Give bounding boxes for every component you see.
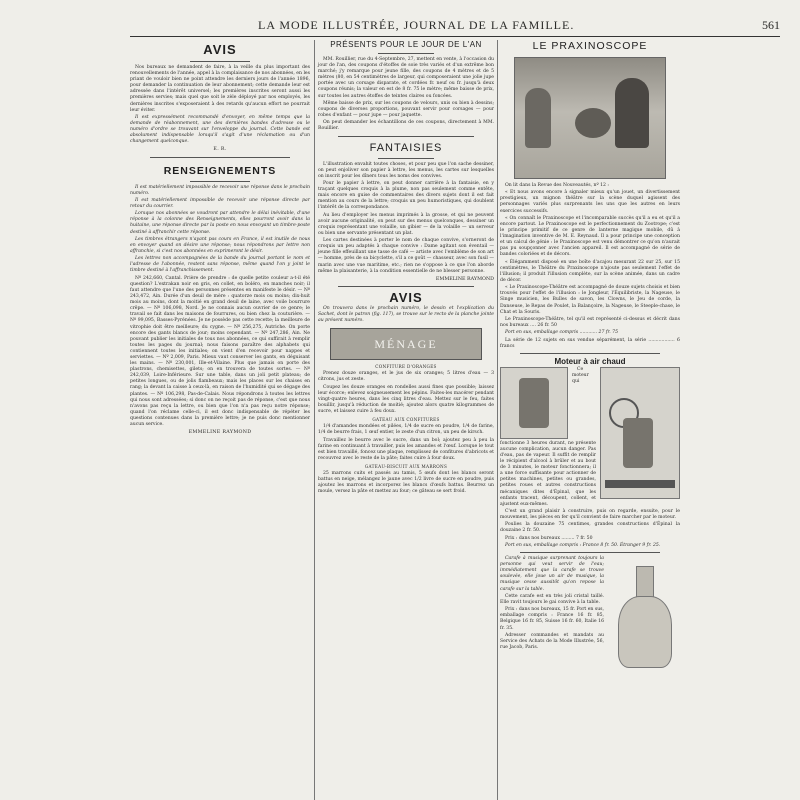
praxinoscope-price: Port en sus, emballage compris ............ 27 fr. 75 (505, 330, 619, 336)
section-rule (520, 552, 660, 553)
moteur-price: Port en sus, emballage compris : France 8 fr. 50. Étranger 9 fr. 25. (505, 543, 661, 548)
presents-paragraph: Même baisse de prix, sur les coupons de velours, unis ou bien à dessins; coupons de diverses proportions, pouvant servir pour corsages — pour robes d'enfant — pour jupe — pour jaquette. (318, 100, 494, 119)
boiler-icon (623, 418, 653, 468)
presents-heading: PRÉSENTS POUR LE JOUR DE L'AN (330, 40, 482, 49)
carafe-paragraph: Cette carafe est en très joli cristal taillé. Elle ravit toujours le gai convive à la table. (500, 593, 604, 605)
praxinoscope-paragraph: « On connaît le Praxinoscope et l'incomparable succès qu'il a eu et qu'il a encore partout. Le Praxinoscope est le perfectionnement du Zootrope; c'est le principe primitif de ce genre de lanterne magique mobile, dû à l'imagination inventive de M. E. Reynaud. Il a pour principe une conception et un calcul de génie : le Praxinoscope est venu démontrer ce qu'on n'aurait pas pu soupçonner avec l'ancien appareil. Il est accompagné de série de bandes coloriées et de décors. (500, 215, 680, 258)
praxinoscope-paragraph: « Le Praxinoscope-Théâtre est accompagné de douze sujets choisis et bien trouvés pour l'effet de l'illusion : le Jongleur, l'Équilibriste, la Nageuse, le Singe musicien, les Bulles de savon, les Clowns, le Jeu de corde, la Danseuse, le Repas de Poulet, la Balançoire, la Nageuse, le Steeple-chase, le Chat et la Souris. (500, 285, 680, 315)
cylinder-icon (519, 378, 549, 428)
praxinoscope-heading: LE PRAXINOSCOPE (532, 40, 648, 52)
carafe-illustration (608, 556, 680, 676)
column-left (130, 40, 310, 436)
praxinoscope-paragraph: « Et nous avons encore à signaler mieux qu'un jouet, un divertissement prestigieux, un mignon théâtre sur la scène duquel agissent des personnages variés plus surprenants les uns que les autres en leurs exercices successifs. (500, 190, 680, 214)
heading-rule (190, 61, 250, 62)
fantaisies-paragraph: L'illustration envahit toutes choses, et pour peu que l'on sache dessiner, on peut enjoliver son papier à lettre, les menus, les cartes sur lesquelles on inscrit pour les dîners tous les noms des convives. (318, 161, 494, 179)
section-rule (520, 353, 660, 354)
avis-signature: E. R. (213, 147, 227, 153)
page-number: 561 (762, 18, 780, 32)
carafe-paragraph: Carafe à musique surprenant toujours la personne qui veut servir de l'eau; immédiatement que la carafe se trouve soulevée, elle joue un air de musique, la musique cesse aussitôt qu'on repose la carafe sur la table. (500, 556, 604, 592)
heading-rule (190, 181, 250, 182)
column-middle (318, 40, 494, 497)
gateau-paragraph: Travaillez le beurre avec le sucre, dans un bol; ajoutez peu à peu la farine en continuant à travailler, puis les amandes et l'œuf. Lorsque le tout est bien travaillé, foncez une plaque, remplissez de confitures d'abricots et recouvrez avec le reste de la pâte; faites cuire à four doux. (318, 437, 494, 461)
column-divider-2 (497, 40, 498, 800)
confiture-heading: CONFITURE D'ORANGES (375, 364, 437, 370)
carafe-paragraph: Prix : dans nos bureaux, 15 fr. Port en sus, emballage compris : France 16 fr. 85, Belgique 16 fr. 85, Suisse 16 fr. 60, Italie 16 fr. 35. (500, 607, 604, 631)
avis2-heading: AVIS (389, 289, 423, 305)
biscuit-paragraph: 25 marrons cuits et passés au tamis, 5 œufs dont les blancs seront battus en neige, mélangez le jaune avec 1/2 livre de sucre en poudre, puis ajoutez les marrons et incorporez les blancs d'œufs battus. Beurrez un moule, versez la pâte et mettez au four; ce gâteau se sert froid. (318, 471, 494, 495)
motor-base (605, 480, 675, 488)
section-rule (150, 157, 290, 158)
renseignements-notice: Il est matériellement impossible de recevoir une réponse dans le prochain numéro. (130, 184, 310, 196)
girl-figure (525, 88, 551, 148)
journal-title: LA MODE ILLUSTRÉE, JOURNAL DE LA FAMILLE. (258, 18, 575, 32)
praxinoscope-price: La série de 12 sujets en sus vendue séparément, la série .................. 6 francs (500, 337, 680, 349)
renseignements-notice: Les timbres étrangers n'ayant pas cours en France, il est inutile de nous en envoyer quand on désire une réponse; nous répondrons par lettre non affranchie, si c'est nos abonnées en exprimeront le désir. (130, 236, 310, 254)
column-signature: EMMELINE RAYMOND (188, 430, 252, 436)
carafe-paragraph: Adresser commandes et mandats au Service des Achats de la Mode Illustrée, 56, rue Jacob, Paris. (500, 632, 604, 650)
avis-paragraph: Il est expressément recommandé d'envoyer, en même temps que la demande de réabonnement, une des dernières bandes d'adresse ou le numéro d'ordre se trouvant sur l'enveloppe du journal. Cette bande est absolument indispensable lorsqu'il s'agit d'une réclamation ou d'un changement quelconque. (130, 114, 310, 145)
renseignements-body: Nº 242,660, Cantal. Prière de prendre : de quelle petite couleur a-t-il été question? L'extrakan noir en gris, en collet, en boléro, en manches noir; il faut attendre que l'une des personnes présentes en manifeste le désir. — Nº 243,472, Ain. Durée d'un deuil de mère : quatorze mois ou moins; dix-huit mois au moins, dont la moitié en grand deuil de laine, avec voile bourrure crêpe. — Nº 106,098, Nord. Je ne connais aucun ouvrier de ce genre; le travail se fait dans les maisons de fourrures, ou bien chez la couturière. — Nº 99,095, Basses-Pyrénées. Je ne possède pas cette recette; la meilleure de vitrophie doit être meilleure; du cygne. — Nº 256,275, Autriche. On porte encore des gants blancs de jour; moins cependant. — Nº 247,286, Ain. Ne pouvant publier les initiales de tous nos abonnées, ce qui suffirait à remplir toutes les pages du journal; nous faisons paraître des alphabets qui contiennent toutes les initiales; on vient d'en recevoir pour nappes et serviettes. — Nº 2,009, Paris. Mieux vaut conserver les gants, en déguisant les mains. — Nº 230,001, Ille-et-Vilaine. Plus que jamais on porte des plastrons, chemisettes, gilets; on en trouvera de toutes sortes. — Nº 242,039, Loire-Inférieure. Sur une table, dans un joli petit plateau; de petites longues, ou de jolis flambeaux; mais les places sur les chaises en rang; la devant la caisse à ceux-là, en raison de l'humidité qui se dégage des plantes. — Nº 106,298, Pas-de-Calais. Nous répondrons à toutes les lettres qui nous sont adressées; si donc on ne reçoit pas de réponse, c'est que nous n'avons pas reçu la lettre, ou bien que l'on n'a pas reçu notre réponse; quand l'on réclame celle-ci, il est donc indispensable de répéter les questions contenues dans la première lettre; je ne puis donc mentionner aucun service. (130, 275, 310, 427)
moteur-paragraph: C'est un grand plaisir à construire, puis on regarde, ensuite, pour le mouvement, les pièces en fer qu'il convient de faire marcher par le moteur. (500, 508, 680, 521)
fantaisies-paragraph: Les cartes destinées à porter le nom de chaque convive, s'orneront de croquis un peu adaptés à chaque convive : Dame agitant son éventail — jeune fille effeuillant une tasse de café — artiste avec l'emblème de son art — homme, près de sa bicyclette, s'il a ce goût — chasseur, avec son fusil — marin avec une vue maritime, etc.; rien ne s'oppose à ce que l'on aborde même la plaisanterie, à la condition essentielle de ne blesser personne. (318, 238, 494, 274)
small-motor-illustration (500, 367, 568, 439)
renseignements-notice: Il est matériellement impossible de recevoir une réponse directe par retour du courrier. (130, 197, 310, 209)
fantaisies-paragraph: Au lieu d'employer les menus imprimés à la grosse, et qui ne peuvent avoir aucune originalité, on peut sur des menus quelconques, dessiner un croquis représentant une volaille, un gibier — de la volaille — un serveur ou bien une servante présentant un plat. (318, 212, 494, 236)
moteur-heading: Moteur à air chaud (554, 356, 626, 366)
renseignements-heading: RENSEIGNEMENTS (163, 164, 277, 177)
biscuit-heading: GATEAU-BISCUIT AUX MARRONS (364, 463, 448, 469)
fantaisies-heading: FANTAISIES (369, 141, 443, 154)
moteur-paragraph: Poulies la douzaine 75 centimes, grandes constructions d'Épinal la douzaine 2 fr. 50. (500, 522, 680, 534)
presents-paragraph: MM. Rouillier, rue du 4-Septembre, 27, mettent en vente, à l'occasion du jour de l'an, des coupons d'étoffes de soie très variés et d'un extrême bon marché; j'y remarque pour jeune fille, des coupons de 4 mètres et de 5 mètres (80, en 54 centimètres de largeur, qui composeraient une jolie jupe portée avec un corsage disparate, et cordées fr. neuf ou fr. jusqu'à deux coupons réunis; la valeur en est de 8 fr. 75 le mètre; même baisse de prix, sur toutes les autres étoffes de teintes claires ou foncées. (318, 57, 494, 99)
carafe-body (618, 596, 672, 668)
fantaisies-signature: EMMELINE RAYMOND (435, 276, 494, 282)
confiture-paragraph: Coupez les douze oranges en rondelles aussi fines que possible; laissez leur écorce; enlevez soigneusement les pépins. Faites-les macérer pendant vingt-quatre heures, dans les cinq litres d'eau. Mettez sur le feu, faites bouillir, jusqu'à réduction de moitié; ajoutez alors quatre kilogrammes de sucre, et laissez cuire à feu doux. (318, 384, 494, 414)
boy-figure (615, 78, 649, 148)
confiture-paragraph: Prenez douze oranges, et le jus de six oranges; 5 litres d'eau — 3 citrons, jus et zeste. (318, 371, 494, 383)
praxinoscope-price: Le Praxinoscope-Théâtre, tel qu'il est représenté ci-dessus et décrit dans nos bureaux .... 26 fr. 50 (500, 316, 680, 328)
section-rule (338, 136, 474, 137)
renseignements-notice: Les lettres non accompagnées de la bande du journal portant le nom et l'adresse de l'abonnée, restent sans réponse, même quand l'on y joint le timbre destiné à l'affranchissement. (130, 256, 310, 274)
gateau-heading: GATEAU AUX CONFITURES (372, 417, 440, 423)
avis2-paragraph: On trouvera dans le prochain numéro, le dessin et l'explication du Sachet, dont le patron (fig. 117), se trouve sur le recto de la planche jointe au présent numéro. (318, 305, 494, 324)
page-header (130, 18, 780, 37)
renseignements-notice: Lorsque nos abonnées se voudront par attendre le délai inévitable, d'une réponse à la colonne des Renseignements, elles pourront avoir dans la huitaine, une réponse directe par la poste en nous envoyant un timbre-poste destiné à affranchir cette réponse. (130, 211, 310, 235)
moteur-price: Prix : dans nos bureaux ......... 7 fr. 50 (505, 535, 593, 541)
menage-banner-illustration (330, 328, 482, 360)
praxinoscope-illustration (514, 57, 666, 179)
fantaisies-paragraph: Pour le papier à lettre, on peut donner carrière à la fantaisie, en y traçant quelques croquis à la plume, non pas seulement comme entête, mais encore en guise de commentaires des divers sujets dont il est fait mention au cours de la lettre; croquis un peu humoristiques, qui doublent l'intérêt de la correspondance. (318, 180, 494, 211)
praxinoscope-paragraph: « Élégamment disposé en une boîte d'acajou mesurant 22 sur 25, sur 15 centimètres, le Théâtre du Praxinoscope n'ajoute pas seulement l'effet de l'illusion; il produit l'illusion complète, sur la scène animée, dans un cadre de décor. (500, 259, 680, 283)
heading-rule (378, 53, 434, 54)
avis-paragraph: Nos bureaux ne demandent de faire, à la veille du plus important des renouvellements de l'année, appel à la complaisance de nos abonnées, en les priant de vouloir bien ne point attendre les derniers jours de l'année 1896, pour demander la continuation de leur abonnement; cette demande leur est adressée dans l'intérêt universel; les premières inscrites seront aussi les premières servies; mais quel que soit le zèle déployé par nos employés, les dernières inscrites s'exposeraient à des retards qu'aucun effort ne pourrait leur éviter. (130, 65, 310, 113)
column-right (500, 40, 680, 678)
moteur-paragraph: Ce moteur qui fonctionne 3 heures durant, ne présente aucune complication, aucun danger. Pas d'eau, pas de vapeur. Il suffit de remplir le récipient d'alcool à brûler et au bout de 3 minutes, le moteur fonctionnera; il a une force suffisante pour actionner de petites machines, petites ou grandes, petites roues et autres constructions mécaniques dites d'Épinal, que les enfants tracent, découpent, collent, et ajustent eux-mêmes. (500, 366, 596, 507)
avis-heading: AVIS (203, 42, 237, 57)
section-rule (338, 286, 474, 287)
praxinoscope-paragraph: On lit dans la Revue des Nouveautés, nº 12 : (505, 183, 609, 188)
praxinoscope-drum (575, 108, 611, 138)
gateau-paragraph: 1/4 d'amandes mondées et pilées, 1/4 de sucre en poudre, 1/4 de farine, 1/4 de beurre frais, 1 œuf entier, le zeste d'un citron, un peu de kirsch. (318, 424, 494, 436)
menage-banner-label: MÉNAGE (374, 337, 438, 352)
presents-paragraph: On peut demander les échantillons de ces coupons, directement à MM. Rouillier. (318, 120, 494, 132)
column-divider-1 (314, 40, 315, 800)
motor-illustration (600, 367, 680, 499)
heading-rule (378, 158, 434, 159)
